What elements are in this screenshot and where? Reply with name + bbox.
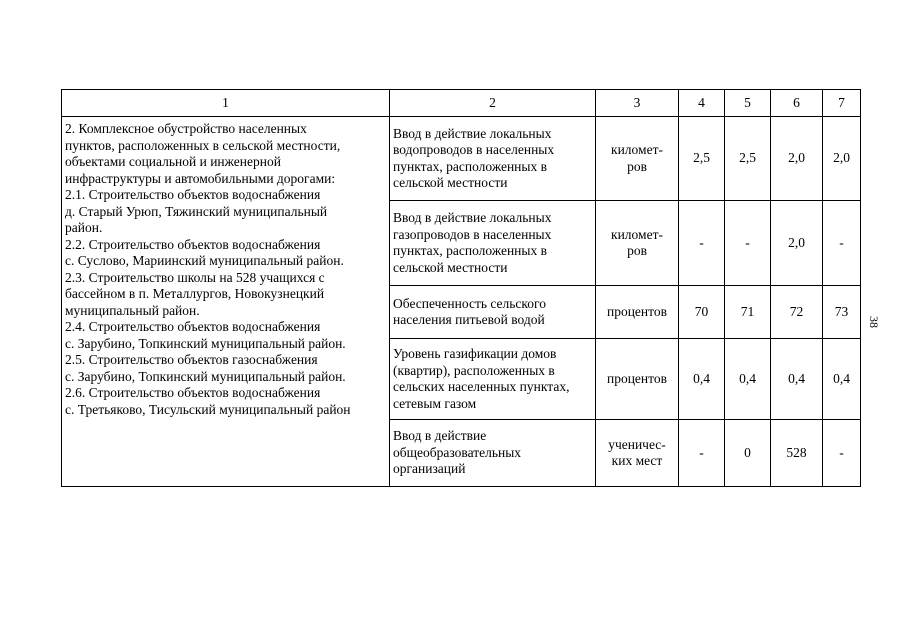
event-description-cell: [62, 117, 390, 487]
value-cell: 528: [771, 420, 823, 487]
event-line: район.: [65, 220, 103, 235]
unit-cell: [596, 201, 679, 286]
header-col-3: 3: [596, 90, 679, 117]
event-line: бассейном в п. Металлургов, Новокузнецкий: [65, 286, 325, 301]
indicators-table: [61, 89, 861, 487]
value-cell: -: [823, 201, 861, 286]
value-cell: 0: [725, 420, 771, 487]
table-row: [62, 117, 861, 201]
event-line: с. Зарубино, Топкинский муниципальный район.: [65, 335, 346, 351]
unit-line: ких мест: [611, 453, 663, 468]
value-cell: 2,5: [725, 117, 771, 201]
indicator-line: сельских населенных пунктах,: [393, 379, 570, 394]
event-line: пунктов, расположенных в сельской местности,: [65, 137, 341, 153]
value-cell: 2,0: [823, 117, 861, 201]
header-row: [62, 90, 861, 117]
indicator-line: общеобразовательных: [393, 444, 522, 460]
event-line: 2.6. Строительство объектов водоснабжения: [65, 385, 321, 400]
indicator-line: организаций: [393, 461, 466, 477]
value-cell: -: [823, 420, 861, 487]
header-col-1: 1: [62, 90, 390, 117]
value-cell: 2,5: [679, 117, 725, 201]
header-col-5: 5: [725, 90, 771, 117]
header-col-4: 4: [679, 90, 725, 117]
event-line: с. Зарубино, Топкинский муниципальный район.: [65, 368, 346, 384]
indicator-line: Ввод в действие локальных: [393, 210, 552, 225]
unit-line: процентов: [606, 370, 667, 386]
value-cell: 0,4: [771, 339, 823, 420]
event-line: 2.4. Строительство объектов водоснабжения: [65, 319, 321, 334]
indicator-cell: [390, 420, 596, 487]
event-line: муниципальный район.: [65, 302, 200, 318]
event-line: 2.2. Строительство объектов водоснабжения: [65, 236, 321, 252]
unit-line: ров: [627, 243, 647, 258]
indicator-line: Уровень газификации домов: [393, 346, 557, 361]
event-line: объектами социальной и инженерной: [65, 154, 281, 169]
indicator-line: Ввод в действие: [393, 428, 487, 444]
unit-cell: [596, 339, 679, 420]
event-line: с. Суслово, Мариинский муниципальный район.: [65, 253, 344, 268]
value-cell: 2,0: [771, 201, 823, 286]
unit-cell: [596, 286, 679, 339]
unit-line: километ-: [611, 142, 663, 157]
value-cell: 72: [771, 286, 823, 339]
unit-line: ученичес-: [608, 436, 666, 452]
header-col-2: 2: [390, 90, 596, 117]
value-cell: 73: [823, 286, 861, 339]
unit-line: процентов: [606, 303, 667, 319]
value-cell: 71: [725, 286, 771, 339]
value-cell: 0,4: [725, 339, 771, 420]
indicator-cell: [390, 286, 596, 339]
value-cell: 0,4: [823, 339, 861, 420]
value-cell: -: [679, 201, 725, 286]
indicator-cell: [390, 117, 596, 201]
indicator-cell: [390, 201, 596, 286]
value-cell: -: [725, 201, 771, 286]
event-line: инфраструктуры и автомобильными дорогами:: [65, 170, 336, 186]
unit-line: километ-: [611, 226, 663, 242]
indicator-cell: [390, 339, 596, 420]
indicator-line: (квартир), расположенных в: [393, 362, 555, 378]
value-cell: 70: [679, 286, 725, 339]
indicator-line: водопроводов в населенных: [393, 142, 555, 157]
value-cell: -: [679, 420, 725, 487]
unit-cell: [596, 117, 679, 201]
indicator-line: сельской местности: [393, 175, 508, 190]
event-line: с. Третьяково, Тисульский муниципальный район: [65, 401, 351, 417]
page-number: 38: [867, 316, 881, 328]
event-line: 2. Комплексное обустройство населенных: [65, 121, 307, 136]
unit-line: ров: [627, 158, 647, 174]
event-line: 2.1. Строительство объектов водоснабжения: [65, 187, 321, 202]
indicator-line: пунктах, расположенных в: [393, 158, 547, 174]
indicator-line: населения питьевой водой: [393, 312, 545, 327]
indicator-line: газопроводов в населенных: [393, 226, 552, 242]
value-cell: 0,4: [679, 339, 725, 420]
header-col-6: 6: [771, 90, 823, 117]
header-col-7: 7: [823, 90, 861, 117]
event-line: 2.5. Строительство объектов газоснабжения: [65, 352, 318, 367]
event-line: д. Старый Урюп, Тяжинский муниципальный: [65, 203, 328, 219]
indicator-line: пунктах, расположенных в: [393, 243, 547, 258]
indicator-line: Обеспеченность сельского: [393, 295, 546, 311]
indicator-line: сетевым газом: [393, 395, 477, 411]
indicator-line: Ввод в действие локальных: [393, 125, 552, 141]
event-line: 2.3. Строительство школы на 528 учащихся с: [65, 269, 325, 285]
value-cell: 2,0: [771, 117, 823, 201]
unit-cell: [596, 420, 679, 487]
indicator-line: сельской местности: [393, 259, 508, 275]
